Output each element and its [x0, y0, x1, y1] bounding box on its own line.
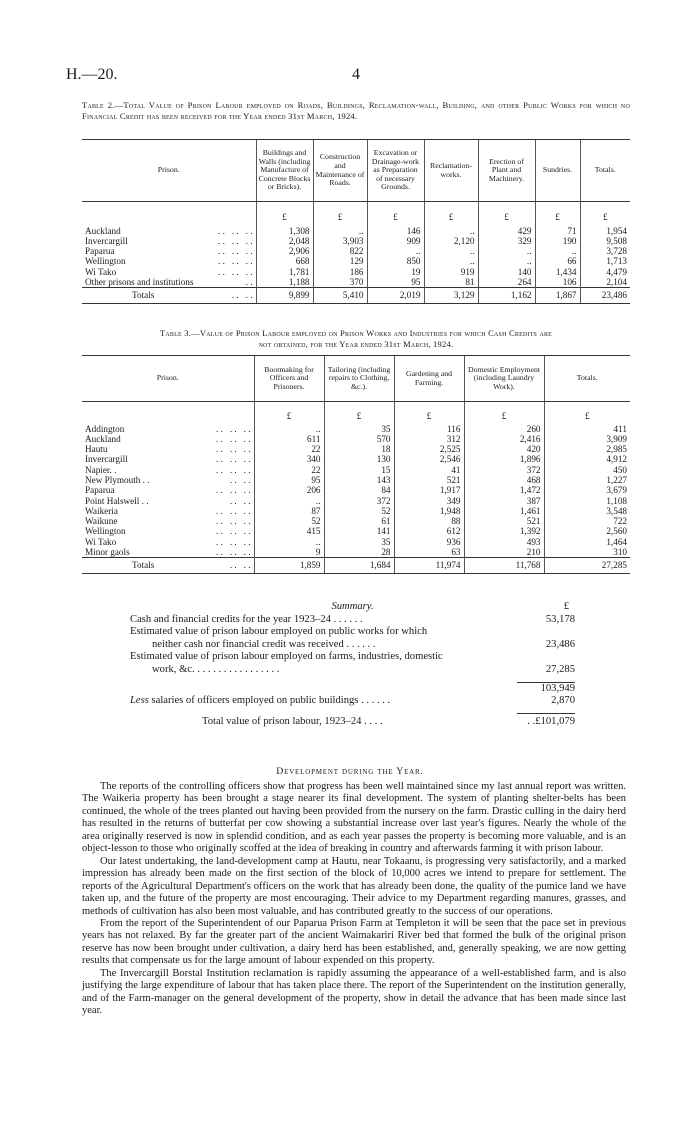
table-cell: 186	[313, 267, 367, 277]
table-cell: 81	[424, 277, 478, 288]
prison-name: Auckland	[85, 433, 121, 444]
table-cell: 411	[544, 424, 630, 434]
page-header	[66, 66, 646, 84]
table-cell: 18	[324, 444, 394, 454]
table-cell: 310	[544, 547, 630, 558]
prison-name: Wellington	[85, 526, 126, 537]
summary-public-works-line-a: Estimated value of prison labour employed on public works for which	[130, 626, 428, 638]
totals-cell: 1,162	[478, 288, 535, 303]
table-cell: 143	[324, 475, 394, 485]
table-row	[82, 454, 630, 464]
table-cell: 1,713	[580, 256, 630, 266]
table-cell: 1,392	[464, 526, 544, 536]
table-cell: 3,548	[544, 506, 630, 516]
prison-name: Point Halswell . .	[85, 495, 149, 506]
row-label	[82, 465, 254, 475]
table-cell: 15	[324, 465, 394, 475]
table-row	[82, 226, 630, 236]
table-cell: 349	[394, 496, 464, 506]
totals-label-cell	[82, 558, 254, 573]
leader-dots: . . . .	[229, 495, 251, 506]
totals-cell: 27,285	[544, 558, 630, 573]
table-cell: 822	[313, 246, 367, 256]
row-label	[82, 485, 254, 495]
totals-cell: 11,768	[464, 558, 544, 573]
table3-caption-line1: Table 3.—Value of Prison Labour employed on Prison Works and Industries for which Cash Credits are	[159, 328, 553, 338]
table2-header-buildings: Buildings and Walls (including Manufacture of Concrete Blocks or Bricks).	[256, 140, 313, 202]
totals-row	[82, 288, 630, 303]
table-cell: 1,781	[256, 267, 313, 277]
table-row	[82, 516, 630, 526]
table-cell: 611	[254, 434, 324, 444]
table-row	[82, 267, 630, 277]
development-text	[82, 781, 626, 1018]
summary-less-label: Less	[130, 695, 149, 707]
totals-label: Totals	[132, 290, 155, 301]
development-paragraph: The reports of the controlling officers show that progress has been well maintained since my last annual report was written. The Waikeria property has been brought a stage nearer its final development. The system of planting shelter-belts has been continued, the whole of the trees planted out having been provided from the nursery on the farm. Drastic culling in the dairy herd has resulted in the returns of butterfat per cow showing a substantial increase over last year's figures. Nearly the whole of the area originally reserved is now in splendid condition, and as each year passes the property is becoming more valuable, and is an object-lesson to those who originally scoffed at the idea of breaking in country and afterwards farming it with prison labour.	[82, 781, 626, 855]
table-cell: 1,464	[544, 537, 630, 547]
table-cell: 206	[254, 485, 324, 495]
table-cell: ..	[424, 246, 478, 256]
table-cell: 936	[394, 537, 464, 547]
table-cell: 140	[478, 267, 535, 277]
unit-symbol: £	[544, 402, 630, 424]
development-paragraph: Our latest undertaking, the land-development camp at Hautu, near Tokaanu, is progressing very satisfactorily, and a marked impression has already been made on the first section of the block of 10,000 acres we intend to prepare for settlement. The reports of the Agricultural Department's officers on the work that has already been done, the quality of the pumice land we have taken up, and the future of the property are most encouraging. Their advice to my Department regarding manures, grasses, and methods of cultivation has also been most valuable, and has contributed greatly to the success of our operations.	[82, 855, 626, 917]
prison-name: Wi Tako	[85, 536, 117, 547]
table-cell: 63	[394, 547, 464, 558]
summary-title: Summary. £	[331, 601, 569, 612]
table-cell: ..	[535, 246, 580, 256]
table-row	[82, 256, 630, 266]
row-label	[82, 236, 256, 246]
table-cell: 52	[324, 506, 394, 516]
table-cell: 130	[324, 454, 394, 464]
prison-name: Paparua	[85, 246, 115, 257]
prison-name: Waikune	[85, 516, 118, 527]
leader-dots: . . . . . .	[218, 246, 253, 257]
development-heading: Development during the Year.	[276, 766, 424, 777]
table-cell: 19	[367, 267, 424, 277]
table-cell: 1,954	[580, 226, 630, 236]
leader-dots: . . . .	[231, 290, 253, 301]
row-label	[82, 537, 254, 547]
prison-name: Wi Tako	[85, 266, 117, 277]
table-cell: 2,104	[580, 277, 630, 288]
totals-cell: 9,899	[256, 288, 313, 303]
table2-header-erection: Erection of Plant and Machinery.	[478, 140, 535, 202]
leader-dots: . . . . . .	[218, 266, 253, 277]
summary-rule-2	[130, 708, 575, 716]
unit-symbol: £	[256, 202, 313, 226]
prison-name: Wellington	[85, 256, 126, 267]
table-cell: 329	[478, 236, 535, 246]
table-cell: 468	[464, 475, 544, 485]
row-label	[82, 454, 254, 464]
row-label	[82, 506, 254, 516]
leader-dots: . . . .	[229, 474, 251, 485]
totals-cell: 23,486	[580, 288, 630, 303]
table-row	[82, 475, 630, 485]
prison-name: Minor gaols	[85, 547, 130, 558]
table-cell: 1,472	[464, 485, 544, 495]
table-cell: 52	[254, 516, 324, 526]
leader-dots: . . . . . .	[218, 235, 253, 246]
table-cell: 9,508	[580, 236, 630, 246]
table3-header-gardening: Gardening and Farming.	[394, 356, 464, 402]
table-row	[82, 506, 630, 516]
row-label	[82, 267, 256, 277]
table-cell: 3,679	[544, 485, 630, 495]
leader-dots: . . . . . .	[218, 225, 253, 236]
table-cell: 415	[254, 526, 324, 536]
totals-cell: 2,019	[367, 288, 424, 303]
summary-public-works-amount: 23,486	[545, 638, 575, 650]
table3	[82, 355, 630, 574]
table-cell: 95	[367, 277, 424, 288]
table-cell: 429	[478, 226, 535, 236]
table-cell: 22	[254, 465, 324, 475]
table-cell: 87	[254, 506, 324, 516]
table-row	[82, 444, 630, 454]
table-cell: 372	[464, 465, 544, 475]
table-cell: 2,416	[464, 434, 544, 444]
table2-caption: Table 2.—Total Value of Prison Labour employed on Roads, Buildings, Reclamation-wall, Building, and other Public Works for which no Financial Credit has been received for the Year ended 31st March, 1924.	[82, 100, 630, 121]
row-label	[82, 277, 256, 288]
table-row	[82, 434, 630, 444]
table-cell: 95	[254, 475, 324, 485]
page-number: 4	[352, 66, 360, 83]
row-label	[82, 496, 254, 506]
table-cell: 190	[535, 236, 580, 246]
summary-less-amount: 2,870	[551, 695, 575, 707]
table-cell: 22	[254, 444, 324, 454]
table-cell: 1,434	[535, 267, 580, 277]
summary-subtotal: 103,949	[540, 682, 575, 694]
table-cell: 88	[394, 516, 464, 526]
table-cell: 919	[424, 267, 478, 277]
unit-symbol: £	[535, 202, 580, 226]
row-label	[82, 226, 256, 236]
table2-header-reclamation: Reclamation-works.	[424, 140, 478, 202]
unit-symbol: £	[464, 402, 544, 424]
table-cell: 612	[394, 526, 464, 536]
table-cell: 61	[324, 516, 394, 526]
totals-cell: 1,684	[324, 558, 394, 573]
table-cell: 260	[464, 424, 544, 434]
table-cell: 2,048	[256, 236, 313, 246]
table-cell: 71	[535, 226, 580, 236]
table3-caption-line2: not obtained, for the Year ended 31st March, 1924.	[258, 338, 454, 349]
prison-name: Invercargill	[85, 235, 128, 246]
prison-name: Paparua	[85, 485, 115, 496]
row-label	[82, 256, 256, 266]
table-cell: 9	[254, 547, 324, 558]
table-cell: 2,906	[256, 246, 313, 256]
table-cell: 1,948	[394, 506, 464, 516]
totals-cell: 1,859	[254, 558, 324, 573]
prison-name: Waikeria	[85, 505, 118, 516]
table-cell: ..	[313, 226, 367, 236]
table-cell: 35	[324, 424, 394, 434]
leader-dots: . . . . . .	[216, 536, 251, 547]
table-cell: 387	[464, 496, 544, 506]
unit-symbol: £	[580, 202, 630, 226]
table-cell: 420	[464, 444, 544, 454]
table-cell: 1,188	[256, 277, 313, 288]
unit-symbol: £	[367, 202, 424, 226]
table3-header-prison: Prison.	[82, 356, 254, 402]
table-cell: 146	[367, 226, 424, 236]
leader-dots: . . . . . .	[218, 256, 253, 267]
table-cell: 850	[367, 256, 424, 266]
table-cell: 370	[313, 277, 367, 288]
table-cell: 1,917	[394, 485, 464, 495]
table-cell: 41	[394, 465, 464, 475]
row-label	[82, 424, 254, 434]
table-cell: ..	[254, 537, 324, 547]
table3-header-totals: Totals.	[544, 356, 630, 402]
table-cell: 116	[394, 424, 464, 434]
table-row	[82, 537, 630, 547]
table-cell: 722	[544, 516, 630, 526]
leader-dots: . . . . . .	[216, 516, 251, 527]
table-cell: 312	[394, 434, 464, 444]
table-cell: 1,896	[464, 454, 544, 464]
table-cell: ..	[424, 226, 478, 236]
prison-name: Addington	[85, 423, 125, 434]
table-cell: 4,912	[544, 454, 630, 464]
summary-farms-line-a: Estimated value of prison labour employed on farms, industries, domestic	[130, 651, 443, 663]
table-cell: 1,227	[544, 475, 630, 485]
row-label	[82, 547, 254, 558]
table-cell: 493	[464, 537, 544, 547]
prison-name: Hautu	[85, 444, 108, 455]
summary-cash-line: Cash and financial credits for the year 1923–24 . . . . . . 53,178	[130, 613, 575, 625]
unit-symbol: £	[254, 402, 324, 424]
totals-cell: 5,410	[313, 288, 367, 303]
summary-public-works-line-b: neither cash nor financial credit was received . . . . . . 23,486	[152, 638, 575, 650]
table2-header-roads: Construction and Maintenance of Roads.	[313, 140, 367, 202]
totals-cell: 11,974	[394, 558, 464, 573]
table-cell: 210	[464, 547, 544, 558]
prison-name: Auckland	[85, 225, 121, 236]
document-reference: H.—20.	[66, 66, 118, 83]
table-cell: 340	[254, 454, 324, 464]
table-row	[82, 246, 630, 256]
table-cell: 2,560	[544, 526, 630, 536]
table-cell: ..	[478, 246, 535, 256]
prison-name: New Plymouth . .	[85, 474, 150, 485]
table-row	[82, 424, 630, 434]
summary-farms-amount: 27,285	[545, 663, 575, 675]
table-cell: ..	[367, 246, 424, 256]
table-cell: 570	[324, 434, 394, 444]
summary-farms-line-b: work, &c. . . . . . . . . . . . . . . . . 27,285	[152, 663, 575, 675]
row-label	[82, 246, 256, 256]
table2-header-totals: Totals.	[580, 140, 630, 202]
table-cell: 84	[324, 485, 394, 495]
table-row	[82, 547, 630, 558]
table-cell: 2,985	[544, 444, 630, 454]
development-paragraph: From the report of the Superintendent of our Paparua Prison Farm at Templeton it will be seen that the pace set in previous years has not relaxed. By far the greater part of the ancient Waimakariri River bed that formed the bulk of the original prison reserve has now been brought under cultivation, a dairy herd has been established, and, generally speaking, we are now getting results that compensate us for the large amount of labour expended on this property.	[82, 917, 626, 967]
leader-dots: . . . .	[229, 560, 251, 571]
table-cell: 668	[256, 256, 313, 266]
table-cell: 35	[324, 537, 394, 547]
totals-row	[82, 558, 630, 573]
table-cell: 1,108	[544, 496, 630, 506]
table2	[82, 139, 630, 304]
development-paragraph: The Invercargill Borstal Institution reclamation is rapidly assuming the appearance of a well-established farm, and is also justifying the large expenditure of labour that has taken place there. The report of the Superintendent on the institution generally, and of the Farm-manager on the general development of the property, show in detail the advance that has been made since last year.	[82, 967, 626, 1017]
summary-subtotal-line	[130, 683, 575, 696]
row-label	[82, 434, 254, 444]
table-cell: 521	[464, 516, 544, 526]
leader-dots: . . . . . .	[216, 464, 251, 475]
table-cell: 4,479	[580, 267, 630, 277]
unit-symbol: £	[394, 402, 464, 424]
leader-dots: . . . . . .	[216, 547, 251, 558]
table3-header-tailoring: Tailoring (including repairs to Clothing, &c.).	[324, 356, 394, 402]
unit-symbol: £	[313, 202, 367, 226]
summary-block	[130, 601, 575, 728]
leader-dots: . . . . . .	[216, 526, 251, 537]
table-cell: 909	[367, 236, 424, 246]
totals-cell: 3,129	[424, 288, 478, 303]
table-cell: 3,728	[580, 246, 630, 256]
row-label	[82, 516, 254, 526]
table3-header-domestic: Domestic Employment (including Laundry Work).	[464, 356, 544, 402]
summary-total-line: Total value of prison labour, 1923–24 . . . . . .£101,079	[202, 715, 575, 727]
prison-name: Other prisons and institutions	[85, 276, 194, 287]
totals-cell: 1,867	[535, 288, 580, 303]
table-cell: 2,120	[424, 236, 478, 246]
leader-dots: . . . . . .	[216, 454, 251, 465]
table-cell: 1,461	[464, 506, 544, 516]
table-cell: 129	[313, 256, 367, 266]
table-cell: 106	[535, 277, 580, 288]
table-cell: 1,308	[256, 226, 313, 236]
unit-symbol: £	[478, 202, 535, 226]
leader-dots: . . . . . .	[216, 505, 251, 516]
table-cell: 521	[394, 475, 464, 485]
table2-header-excavation: Excavation or Drainage-work as Preparation of necessary Grounds.	[367, 140, 424, 202]
table-cell: 141	[324, 526, 394, 536]
table-cell: 2,525	[394, 444, 464, 454]
table-row	[82, 485, 630, 495]
leader-dots: . .	[245, 276, 253, 287]
table-cell: ..	[254, 496, 324, 506]
summary-unit: £	[563, 601, 569, 612]
unit-symbol: £	[424, 202, 478, 226]
leader-dots: . . . . . .	[216, 433, 251, 444]
table-cell: 372	[324, 496, 394, 506]
table-cell: 3,903	[313, 236, 367, 246]
leader-dots: . . . . . .	[216, 444, 251, 455]
table-cell: 2,546	[394, 454, 464, 464]
table-cell: ..	[478, 256, 535, 266]
prison-name: Invercargill	[85, 454, 128, 465]
leader-dots: . . . . . .	[216, 423, 251, 434]
table-cell: 3,909	[544, 434, 630, 444]
table-row	[82, 526, 630, 536]
summary-less-line: Less salaries of officers employed on public buildings . . . . . . 2,870	[130, 695, 575, 707]
table2-header-prison: Prison.	[82, 140, 256, 202]
table3-header-bootmaking: Bootmaking for Officers and Prisoners.	[254, 356, 324, 402]
unit-symbol: £	[324, 402, 394, 424]
table2-header-sundries: Sundries.	[535, 140, 580, 202]
table-row	[82, 465, 630, 475]
prison-name: Napier. .	[85, 464, 117, 475]
table-row	[82, 496, 630, 506]
table-row	[82, 236, 630, 246]
table-cell: ..	[254, 424, 324, 434]
totals-label-cell	[82, 288, 256, 303]
table3-caption	[82, 328, 630, 349]
table-cell: 264	[478, 277, 535, 288]
table-cell: 66	[535, 256, 580, 266]
table-row	[82, 277, 630, 288]
table-cell: 28	[324, 547, 394, 558]
table-cell: 450	[544, 465, 630, 475]
table-cell: ..	[424, 256, 478, 266]
totals-label: Totals	[132, 560, 155, 571]
row-label	[82, 526, 254, 536]
leader-dots: . . . . . .	[216, 485, 251, 496]
row-label	[82, 444, 254, 454]
summary-cash-amount: 53,178	[545, 613, 575, 625]
summary-total-amount: . .£101,079	[527, 715, 575, 727]
row-label	[82, 475, 254, 485]
